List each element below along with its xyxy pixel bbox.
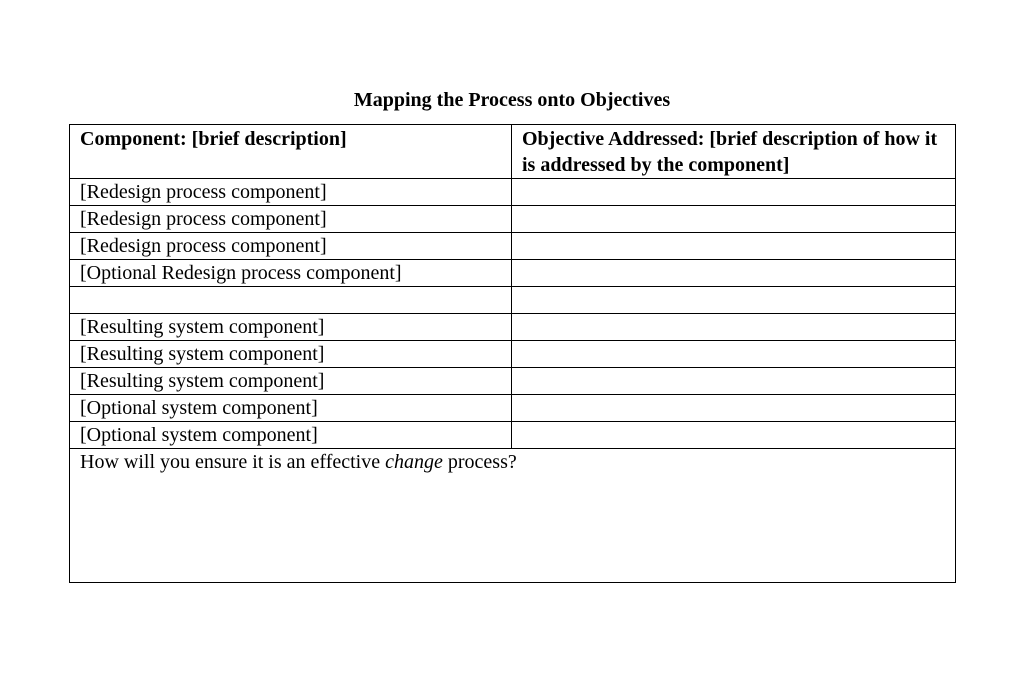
component-cell: [Resulting system component] bbox=[70, 314, 512, 341]
final-question-text-before: How will you ensure it is an effective bbox=[80, 451, 386, 473]
component-cell: [Optional system component] bbox=[70, 395, 512, 422]
objective-cell bbox=[512, 260, 956, 287]
table-row bbox=[70, 179, 956, 206]
component-cell bbox=[70, 287, 512, 314]
table-row bbox=[70, 368, 956, 395]
component-cell: [Optional system component] bbox=[70, 422, 512, 449]
header-objective-addressed: Objective Addressed: [brief description of how it is addressed by the component] bbox=[512, 125, 956, 179]
objective-cell bbox=[512, 206, 956, 233]
table-row bbox=[70, 422, 956, 449]
table-row-empty bbox=[70, 287, 956, 314]
final-question-row bbox=[70, 449, 956, 583]
objective-cell bbox=[512, 422, 956, 449]
objective-cell bbox=[512, 233, 956, 260]
table-row bbox=[70, 260, 956, 287]
header-component: Component: [brief description] bbox=[70, 125, 512, 179]
objective-cell bbox=[512, 341, 956, 368]
objective-cell bbox=[512, 395, 956, 422]
component-cell: [Resulting system component] bbox=[70, 341, 512, 368]
table-row bbox=[70, 395, 956, 422]
component-cell: [Redesign process component] bbox=[70, 233, 512, 260]
component-cell: [Optional Redesign process component] bbox=[70, 260, 512, 287]
component-cell: [Redesign process component] bbox=[70, 179, 512, 206]
final-question-emphasis: change bbox=[385, 451, 443, 473]
table-row bbox=[70, 314, 956, 341]
table-row bbox=[70, 206, 956, 233]
final-question-text-after: process? bbox=[442, 451, 517, 473]
document-title: Mapping the Process onto Objectives bbox=[353, 89, 671, 111]
component-cell: [Redesign process component] bbox=[70, 206, 512, 233]
objective-cell bbox=[512, 287, 956, 314]
objective-cell bbox=[512, 314, 956, 341]
table-row bbox=[70, 341, 956, 368]
objective-cell bbox=[512, 179, 956, 206]
process-objectives-table bbox=[69, 124, 956, 583]
table-row bbox=[70, 233, 956, 260]
component-cell: [Resulting system component] bbox=[70, 368, 512, 395]
final-question-cell bbox=[70, 449, 956, 583]
table-header-row bbox=[70, 125, 956, 179]
objective-cell bbox=[512, 368, 956, 395]
